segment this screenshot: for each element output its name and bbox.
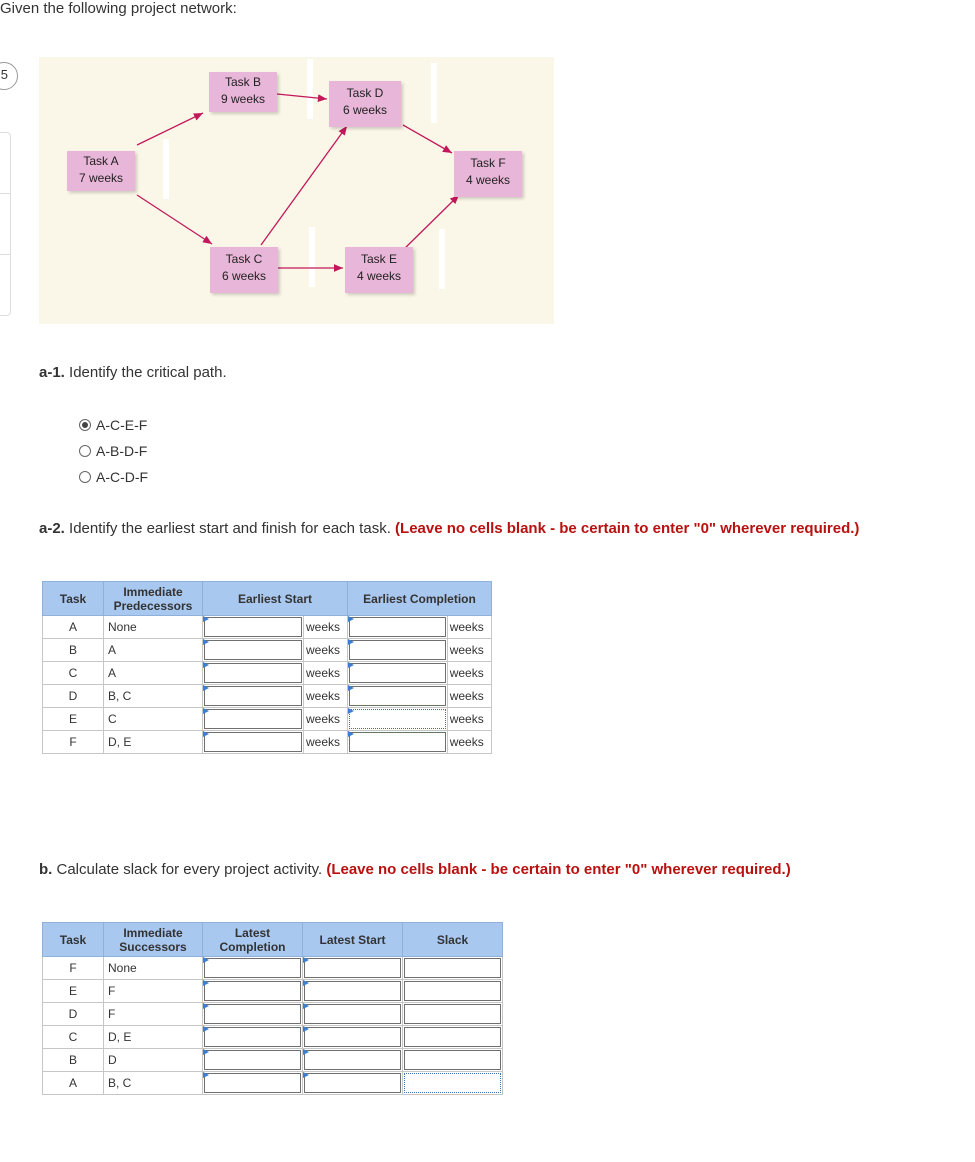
question-a1: a-1. Identify the critical path. [39, 364, 227, 381]
task-f-node: Task F 4 weeks [454, 151, 522, 197]
table-row: E F [43, 980, 503, 1003]
earliest-completion-input-b[interactable] [348, 639, 448, 662]
arrow-b-to-d [277, 94, 327, 99]
question-number-badge: 5 [0, 62, 18, 90]
table-row: B D [43, 1049, 503, 1072]
latest-start-input-e[interactable] [303, 980, 403, 1003]
task-d-node: Task D 6 weeks [329, 81, 401, 127]
earliest-completion-input-f[interactable] [348, 731, 448, 754]
earliest-start-input-a[interactable] [203, 616, 304, 639]
latest-completion-input-a[interactable] [203, 1072, 303, 1095]
table-row: C A weeks weeks [43, 662, 492, 685]
table-row: F None [43, 957, 503, 980]
col-successors: Immediate Successors [104, 923, 203, 957]
radio-icon[interactable] [79, 471, 91, 483]
radio-icon[interactable] [79, 445, 91, 457]
task-e-node: Task E 4 weeks [345, 247, 413, 293]
slack-input-c[interactable] [403, 1026, 503, 1049]
task-a-node: Task A 7 weeks [67, 151, 135, 191]
col-latest-start: Latest Start [303, 923, 403, 957]
col-task: Task [43, 923, 104, 957]
earliest-start-input-d[interactable] [203, 685, 304, 708]
col-earliest-completion: Earliest Completion [348, 582, 492, 616]
latest-start-input-c[interactable] [303, 1026, 403, 1049]
slack-input-f[interactable] [403, 957, 503, 980]
latest-start-input-d[interactable] [303, 1003, 403, 1026]
critical-path-option-3[interactable]: A-C-D-F [79, 469, 148, 485]
arrow-c-to-d [261, 126, 347, 245]
intro-text: Given the following project network: [0, 0, 237, 17]
table-row: F D, E weeks weeks [43, 731, 492, 754]
project-network-diagram [39, 57, 554, 324]
latest-start-input-b[interactable] [303, 1049, 403, 1072]
latest-start-input-a[interactable] [303, 1072, 403, 1095]
latest-completion-input-b[interactable] [203, 1049, 303, 1072]
slack-table [42, 922, 503, 1095]
arrow-d-to-f [403, 125, 452, 153]
col-predecessors: Immediate Predecessors [104, 582, 203, 616]
task-c-node: Task C 6 weeks [210, 247, 278, 293]
slack-input-e[interactable] [403, 980, 503, 1003]
table-row: A None weeks weeks [43, 616, 492, 639]
col-earliest-start: Earliest Start [203, 582, 348, 616]
earliest-completion-input-e[interactable] [348, 708, 448, 731]
arrow-a-to-c [137, 195, 212, 244]
earliest-completion-input-a[interactable] [348, 616, 448, 639]
earliest-start-input-b[interactable] [203, 639, 304, 662]
latest-completion-input-c[interactable] [203, 1026, 303, 1049]
table-row: B A weeks weeks [43, 639, 492, 662]
critical-path-option-2[interactable]: A-B-D-F [79, 443, 147, 459]
slack-input-b[interactable] [403, 1049, 503, 1072]
slack-input-a[interactable] [403, 1072, 503, 1095]
earliest-start-input-c[interactable] [203, 662, 304, 685]
col-slack: Slack [403, 923, 503, 957]
table-row: D F [43, 1003, 503, 1026]
col-latest-completion: Latest Completion [203, 923, 303, 957]
question-b: b. Calculate slack for every project activity. (Leave no cells blank - be certain to enter "0" wherever required.) [39, 861, 791, 878]
table-row: C D, E [43, 1026, 503, 1049]
latest-completion-input-d[interactable] [203, 1003, 303, 1026]
latest-completion-input-e[interactable] [203, 980, 303, 1003]
earliest-times-table [42, 581, 492, 754]
earliest-completion-input-c[interactable] [348, 662, 448, 685]
earliest-completion-input-d[interactable] [348, 685, 448, 708]
radio-selected-icon[interactable] [79, 419, 91, 431]
latest-start-input-f[interactable] [303, 957, 403, 980]
critical-path-option-1[interactable]: A-C-E-F [79, 417, 147, 433]
latest-completion-input-f[interactable] [203, 957, 303, 980]
table-row: A B, C [43, 1072, 503, 1095]
earliest-start-input-f[interactable] [203, 731, 304, 754]
task-b-node: Task B 9 weeks [209, 72, 277, 112]
col-task: Task [43, 582, 104, 616]
arrow-a-to-b [137, 113, 203, 145]
table-row: E C weeks weeks [43, 708, 492, 731]
side-navigation-rail[interactable] [0, 132, 11, 316]
arrow-e-to-f [401, 195, 459, 252]
table-row: D B, C weeks weeks [43, 685, 492, 708]
earliest-start-input-e[interactable] [203, 708, 304, 731]
slack-input-d[interactable] [403, 1003, 503, 1026]
question-a2: a-2. Identify the earliest start and finish for each task. (Leave no cells blank - be certain to enter "0" wherever required.) [39, 520, 860, 537]
